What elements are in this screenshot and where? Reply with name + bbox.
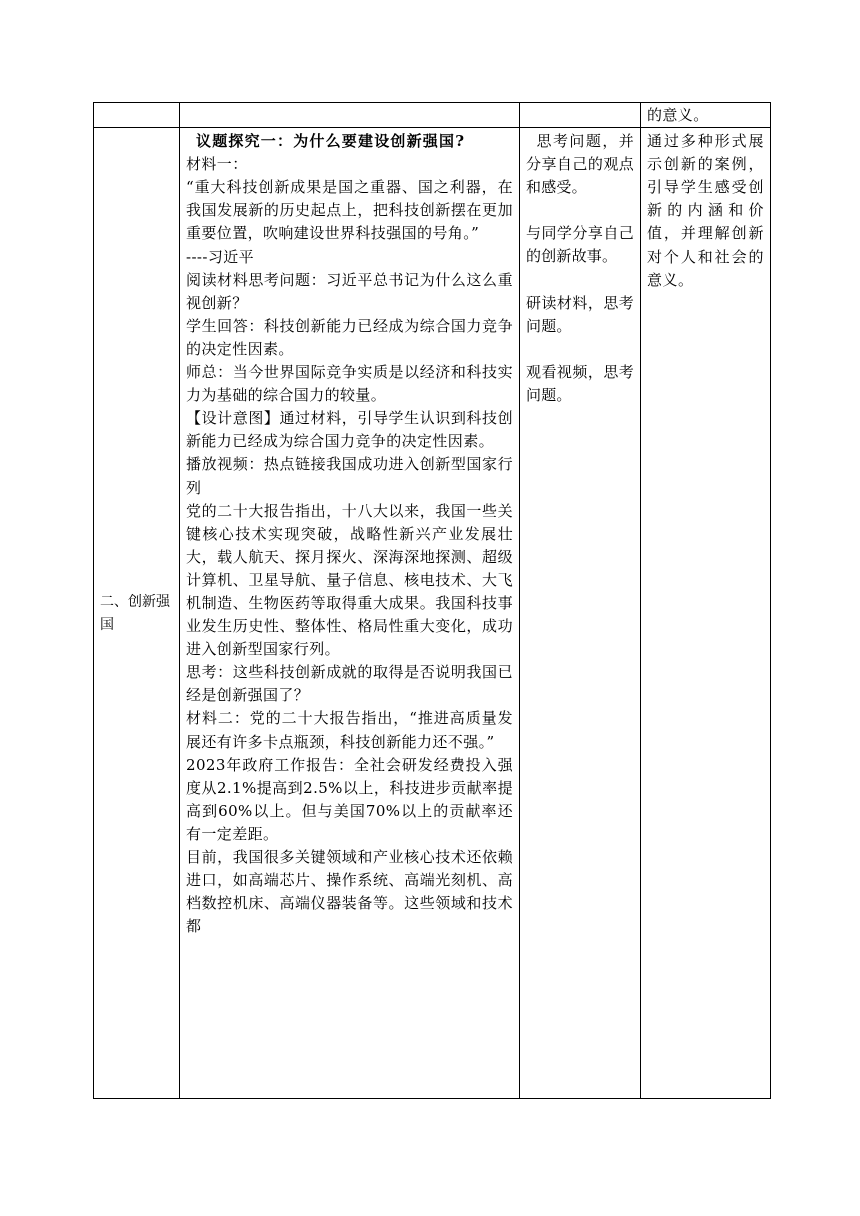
teacher-summary-text: 师总：当今世界国际竞争实质是以经济和科技实力为基础的综合国力的较量。 <box>186 363 513 405</box>
quote-text: “重大科技创新成果是国之重器、国之利器，在我国发展新的历史起点上，把科技创新摆在更加重要位置，吹响建设世界科技强国的号角。” <box>186 178 513 243</box>
student-activity-item: 思考问题，并分享自己的观点和感受。 <box>526 132 634 197</box>
student-activity-item: 与同学分享自己的创新故事。 <box>526 224 634 266</box>
intent-tail-text: 的意义。 <box>647 106 709 124</box>
question-text: 阅读材料思考问题：习近平总书记为什么这么重视创新？ <box>186 270 513 312</box>
table-row <box>94 128 771 1099</box>
video-text: 播放视频：热点链接我国成功进入创新型国家行列 <box>186 455 513 497</box>
student-answer-text: 学生回答：科技创新能力已经成为综合国力竞争的决定性因素。 <box>186 316 513 358</box>
table-row <box>94 103 771 128</box>
student-cell-top <box>520 103 641 128</box>
student-activity-cell <box>520 128 641 1099</box>
think-text: 思考：这些科技创新成就的取得是否说明我国已经是创新强国了？ <box>186 663 513 705</box>
design-intent-cell <box>641 128 771 1099</box>
report-text: 党的二十大报告指出，十八大以来，我国一些关键核心技术实现突破，战略性新兴产业发展壮大，载人航天、探月探火、深海深地探测、超级计算机、卫星导航、量子信息、核电技术、大飞机制造、生物医药等取得重大成果。我国科技事业发生历史性、整体性、格局性重大变化，成功进入创新型国家行列。 <box>186 501 513 659</box>
design-intent-summary: 通过多种形式展示创新的案例，引导学生感受创新的内涵和价值，并理解创新对个人和社会的意义。 <box>647 132 764 289</box>
material2-text: 材料二：党的二十大报告指出，“推进高质量发展还有许多卡点瓶颈，科技创新能力还不强。” <box>186 709 513 751</box>
design-intent-text: 【设计意图】通过材料，引导学生认识到科技创新能力已经成为综合国力竞争的决定性因素。 <box>186 409 513 451</box>
student-activity-item: 观看视频，思考问题。 <box>526 362 634 404</box>
current-status-text: 目前，我国很多关键领域和产业核心技术还依赖进口，如高端芯片、操作系统、高端光刻机、高档数控机床、高端仪器装备等。这些领域和技术都 <box>186 848 513 936</box>
student-activity-item: 研读材料，思考问题。 <box>526 293 634 335</box>
quote-source: ----习近平 <box>186 247 255 266</box>
section-title: 二、创新强国 <box>100 594 170 634</box>
content-cell-top <box>180 103 520 128</box>
material1-label: 材料一： <box>186 155 248 174</box>
section-cell-top <box>94 103 180 128</box>
lesson-plan-table <box>93 102 771 1099</box>
section-cell <box>94 128 180 1099</box>
gov-report-text: 2023年政府工作报告：全社会研发经费投入强度从2.1%提高到2.5%以上，科技进步贡献率提高到60%以上。但与美国70%以上的贡献率还有一定差距。 <box>186 755 513 843</box>
intent-cell-top <box>641 103 771 128</box>
topic-heading: 议题探究一：为什么要建设创新强国? <box>196 132 466 151</box>
content-cell <box>180 128 520 1099</box>
